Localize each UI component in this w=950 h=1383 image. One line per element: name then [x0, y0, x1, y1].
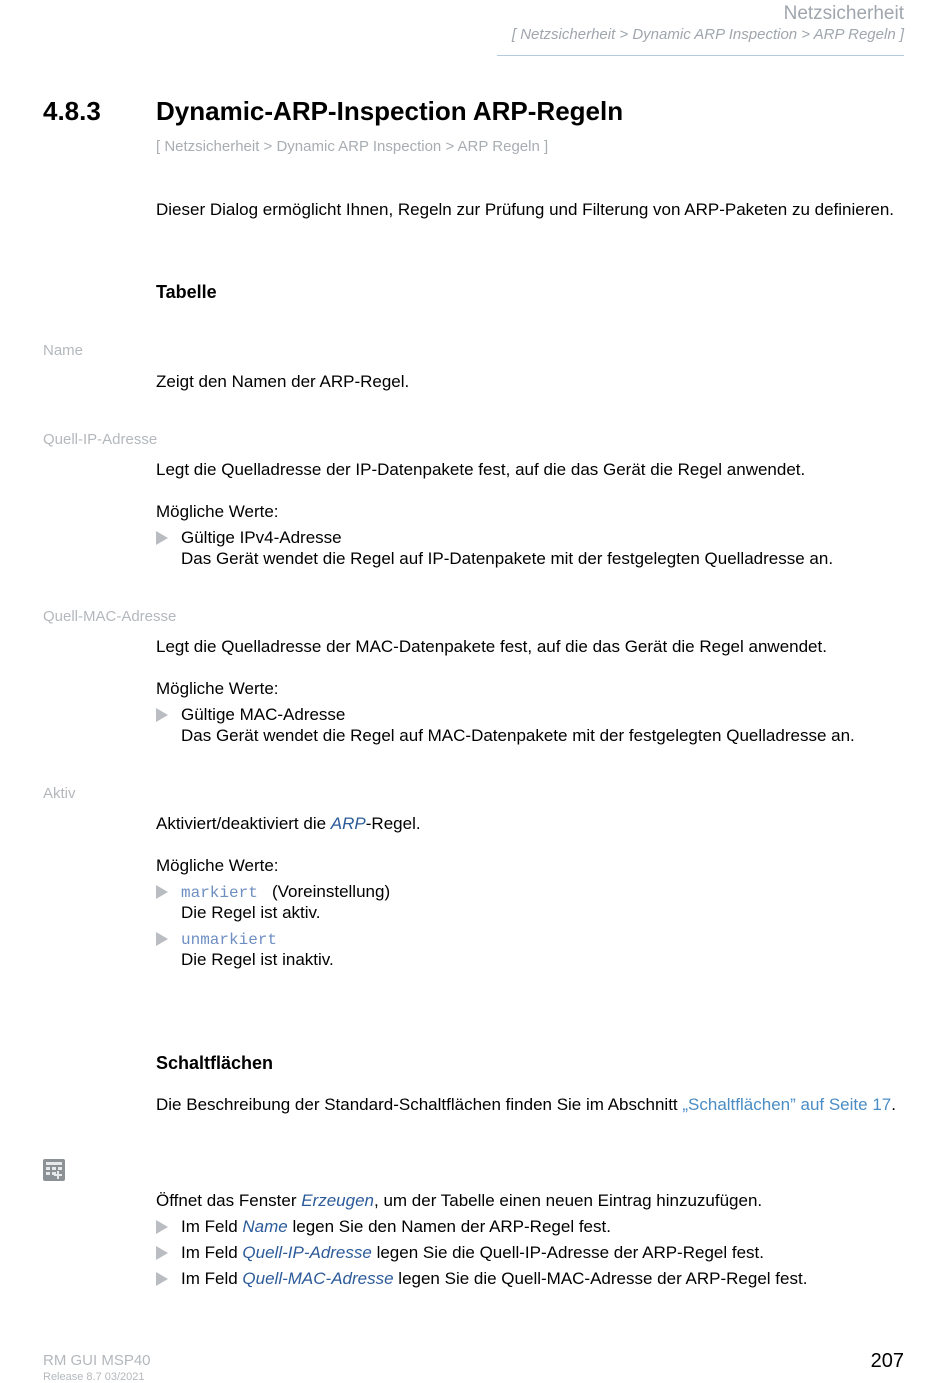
description-text: Öffnet das Fenster: [156, 1191, 302, 1210]
value-name: Gültige IPv4-Adresse: [181, 528, 342, 547]
possible-values-label: Mögliche Werte:: [156, 856, 279, 875]
possible-values-label: Mögliche Werte:: [156, 502, 279, 521]
field-link-name[interactable]: Name: [242, 1217, 288, 1236]
list-item: [156, 881, 916, 923]
create-description: [156, 1190, 762, 1211]
field-description-name: Zeigt den Namen der ARP-Regel.: [156, 372, 410, 391]
running-header-title: Netzsicherheit: [783, 3, 904, 24]
description-text: , um der Tabelle einen neuen Eintrag hinzuzufügen.: [374, 1191, 763, 1210]
step-text: Im Feld: [181, 1243, 243, 1262]
bullet-triangle-icon: [156, 1246, 168, 1260]
footer-document-name: RM GUI MSP40: [43, 1352, 151, 1369]
section-number: 4.8.3: [43, 96, 101, 126]
field-label-source-mac: Quell-MAC-Adresse: [43, 608, 177, 625]
possible-values-label: Mögliche Werte:: [156, 679, 279, 698]
cross-reference-link[interactable]: „Schaltflächen” auf Seite 17: [682, 1095, 892, 1114]
field-link-source-ip[interactable]: Quell-IP-Adresse: [242, 1243, 372, 1262]
arp-glossary-link[interactable]: ARP: [330, 814, 366, 833]
table-add-icon[interactable]: [43, 1159, 65, 1181]
page-number: 207: [870, 1350, 904, 1372]
field-label-active: Aktiv: [43, 785, 76, 802]
field-label-source-ip: Quell-IP-Adresse: [43, 431, 158, 448]
bullet-triangle-icon: [156, 708, 168, 722]
list-item: [156, 704, 916, 746]
table-heading: Tabelle: [156, 282, 217, 302]
footer-release: Release 8.7 03/2021: [43, 1371, 145, 1383]
bullet-triangle-icon: [156, 531, 168, 545]
bullet-triangle-icon: [156, 1272, 168, 1286]
step-text: legen Sie den Namen der ARP-Regel fest.: [287, 1217, 611, 1236]
section-breadcrumb: [ Netzsicherheit > Dynamic ARP Inspection > ARP Regeln ]: [156, 138, 549, 155]
description-text: .: [891, 1095, 896, 1114]
list-item: [156, 928, 916, 970]
step-text: Im Feld: [181, 1269, 243, 1288]
list-item: [156, 1268, 916, 1290]
step-text: legen Sie die Quell-MAC-Adresse der ARP-Regel fest.: [393, 1269, 808, 1288]
bullet-triangle-icon: [156, 885, 168, 899]
description-text: Die Beschreibung der Standard-Schaltflächen finden Sie im Abschnitt: [156, 1095, 683, 1114]
bullet-triangle-icon: [156, 932, 168, 946]
field-label-name: Name: [43, 342, 84, 359]
value-name: Gültige MAC-Adresse: [181, 705, 346, 724]
buttons-description: [156, 1094, 896, 1115]
description-text: -Regel.: [365, 814, 421, 833]
field-description-source-ip: Legt die Quelladresse der IP-Datenpakete fest, auf die das Gerät die Regel anwendet.: [156, 460, 806, 479]
list-item: [156, 527, 916, 569]
step-text: legen Sie die Quell-IP-Adresse der ARP-Regel fest.: [371, 1243, 764, 1262]
field-description-active: [156, 813, 421, 834]
section-intro: Dieser Dialog ermöglicht Ihnen, Regeln zur Prüfung und Filterung von ARP-Paketen zu definieren.: [156, 200, 895, 219]
value-detail: Die Regel ist aktiv.: [181, 903, 321, 922]
value-name: unmarkiert: [181, 931, 278, 949]
value-detail: Das Gerät wendet die Regel auf MAC-Datenpakete mit der festgelegten Quelladresse an.: [181, 726, 855, 745]
list-item: [156, 1216, 916, 1238]
value-detail: Das Gerät wendet die Regel auf IP-Datenpakete mit der festgelegten Quelladresse an.: [181, 549, 834, 568]
bullet-triangle-icon: [156, 1220, 168, 1234]
value-name: markiert: [181, 884, 258, 902]
description-text: Aktiviert/deaktiviert die: [156, 814, 331, 833]
section-title: Dynamic-ARP-Inspection ARP-Regeln: [156, 96, 624, 126]
create-window-link[interactable]: Erzeugen: [301, 1191, 374, 1210]
list-item: [156, 1242, 916, 1264]
buttons-heading: Schaltflächen: [156, 1053, 274, 1073]
field-link-source-mac[interactable]: Quell-MAC-Adresse: [242, 1269, 394, 1288]
running-header-breadcrumb: [ Netzsicherheit > Dynamic ARP Inspection > ARP Regeln ]: [511, 26, 904, 43]
field-description-source-mac: Legt die Quelladresse der MAC-Datenpakete fest, auf die das Gerät die Regel anwendet.: [156, 637, 827, 656]
header-divider: [497, 55, 904, 56]
value-detail: Die Regel ist inaktiv.: [181, 950, 334, 969]
value-note: (Voreinstellung): [271, 882, 391, 901]
step-text: Im Feld: [181, 1217, 243, 1236]
